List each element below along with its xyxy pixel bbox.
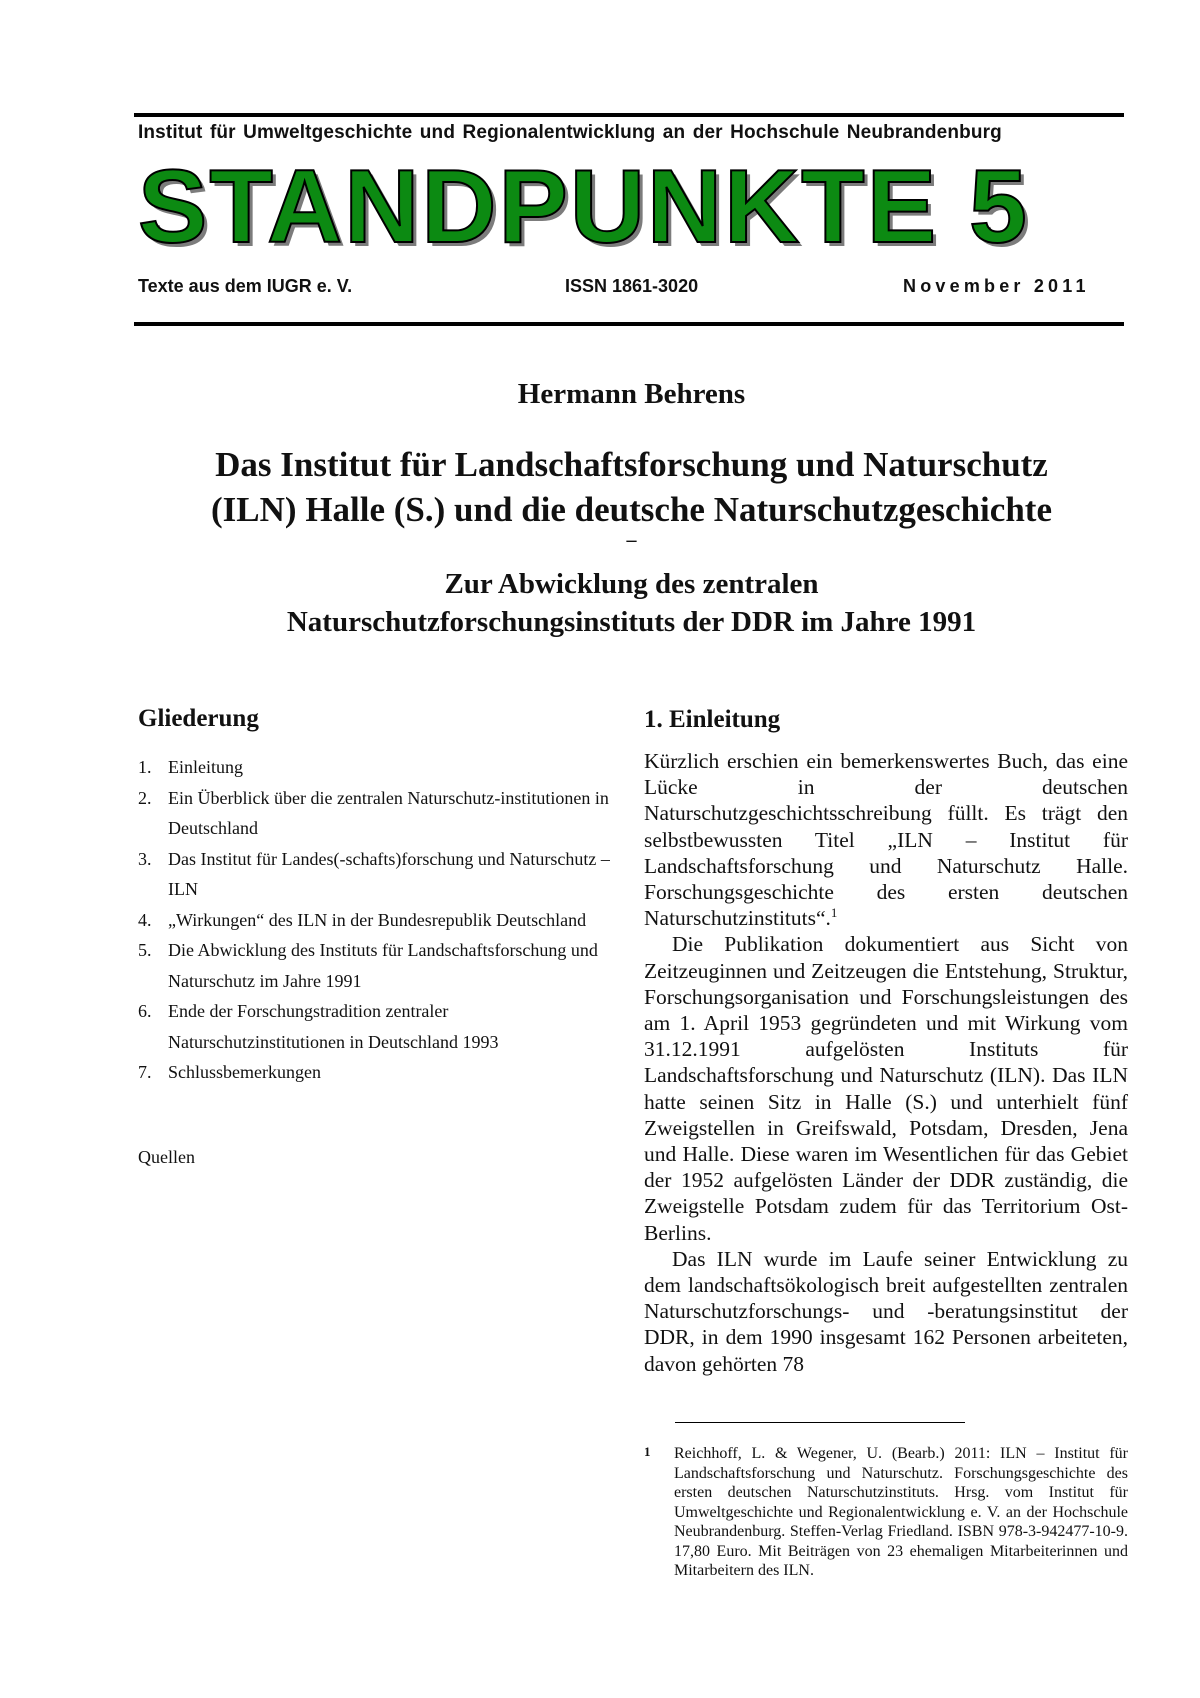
outline-item: 3. Das Institut für Landes(-schafts)forschung und Naturschutz – ILN bbox=[138, 848, 610, 899]
subtitle-line-2: Naturschutzforschungsinstituts der DDR im Jahre 1991 bbox=[286, 606, 977, 638]
title-separator: – bbox=[626, 529, 637, 551]
outline-item: 6. Ende der Forschungstradition zentraler Naturschutzinstitutionen in Deutschland 1993 bbox=[138, 1001, 499, 1052]
footnote bbox=[644, 1444, 1128, 1581]
article-subtitle bbox=[0, 565, 1200, 641]
outline-heading: Gliederung bbox=[138, 705, 259, 732]
section-heading: 1. Einleitung bbox=[644, 706, 781, 733]
section-body bbox=[644, 748, 1128, 1377]
article-author: Hermann Behrens bbox=[517, 378, 746, 410]
masthead-top-rule bbox=[134, 113, 1124, 117]
paragraph: Kürzlich erschien ein bemerkenswertes Buch, das eine Lücke in der deutschen Naturschutzgeschichtsschreibung füllt. Es trägt den selbstbewussten Titel „ILN – Institut für Landschaftsforschung und Naturschutz Halle. Forschungsgeschichte des ersten deutschen Naturschutzinstituts“.$^1$ bbox=[644, 749, 1128, 931]
outline-item: 2. Ein Überblick über die zentralen Naturschutz-institutionen in Deutschland bbox=[138, 787, 609, 838]
title-line-1: Das Institut für Landschaftsforschung und Naturschutz bbox=[215, 445, 1048, 484]
masthead-bottom-rule bbox=[134, 322, 1124, 326]
paragraph: Das ILN wurde im Laufe seiner Entwicklung zu dem landschaftsökologisch breit aufgestellten zentralen Naturschutzforschungs- und -beratungsinstitut der DDR, in dem 1990 insgesamt 162 Personen arbeiteten, davon gehörten 78 bbox=[644, 1246, 1128, 1376]
outline-item: 7. Schlussbemerkungen bbox=[138, 1062, 321, 1082]
paragraph: Die Publikation dokumentiert aus Sicht von Zeitzeuginnen und Zeitzeugen die Entstehung, Struktur, Forschungsorganisation und Forschungsleistungen des am 1. April 1953 gegründeten und mit Wirkung vom 31.12.1991 aufgelösten Instituts für Landschaftsforschung und Naturschutz (ILN). Das ILN hatte seinen Sitz in Halle (S.) und unterhielt fünf Zweigstellen in Greifswald, Potsdam, Dresden, Jena und Halle. Diese waren im Wesentlichen für das Gebiet der 1952 aufgelösten Länder der DDR zuständig, die Zweigstelle Potsdam zudem für das Territorium Ost-Berlins. bbox=[644, 932, 1128, 1245]
outline-item: 4. „Wirkungen“ des ILN in der Bundesrepublik Deutschland bbox=[138, 909, 587, 930]
footnote-rule bbox=[675, 1422, 965, 1423]
subtitle-line-1: Zur Abwicklung des zentralen bbox=[444, 568, 819, 600]
series-title: STANDPUNKTE 5 bbox=[138, 149, 1029, 265]
title-line-2: (ILN) Halle (S.) und die deutsche Naturschutzgeschichte bbox=[211, 490, 1052, 529]
issn: ISSN 1861-3020 bbox=[565, 276, 699, 296]
footnote-text: Reichhoff, L. & Wegener, U. (Bearb.) 2011: ILN – Institut für Landschaftsforschung und Naturschutz. Forschungsgeschichte des ersten deutschen Naturschutzinstituts. Hrsg. vom Institut für Umweltgeschichte und Regionalentwicklung e. V. an der Hochschule Neubrandenburg. Steffen-Verlag Friedland. ISBN 978-3-942477-10-9. 17,80 Euro. Mit Beiträgen von 23 ehemaligen Mitarbeiterinnen und Mitarbeitern des ILN. bbox=[674, 1445, 1128, 1579]
footnote-mark: 1 bbox=[644, 1444, 651, 1459]
article-title bbox=[0, 442, 1200, 532]
outline-item: 1. Einleitung bbox=[138, 757, 243, 777]
outline-list bbox=[138, 752, 628, 1088]
institute-name: Institut für Umweltgeschichte und Regionalentwicklung an der Hochschule Neubrandenburg bbox=[138, 122, 1002, 143]
footnote-ref: 1 bbox=[830, 905, 838, 921]
publisher-line: Texte aus dem IUGR e. V. bbox=[138, 276, 353, 296]
issue-date: November 2011 bbox=[903, 276, 1090, 296]
outline-sources: Quellen bbox=[138, 1147, 195, 1167]
outline-item: 5. Die Abwicklung des Instituts für Landschaftsforschung und Naturschutz im Jahre 1991 bbox=[138, 940, 598, 991]
